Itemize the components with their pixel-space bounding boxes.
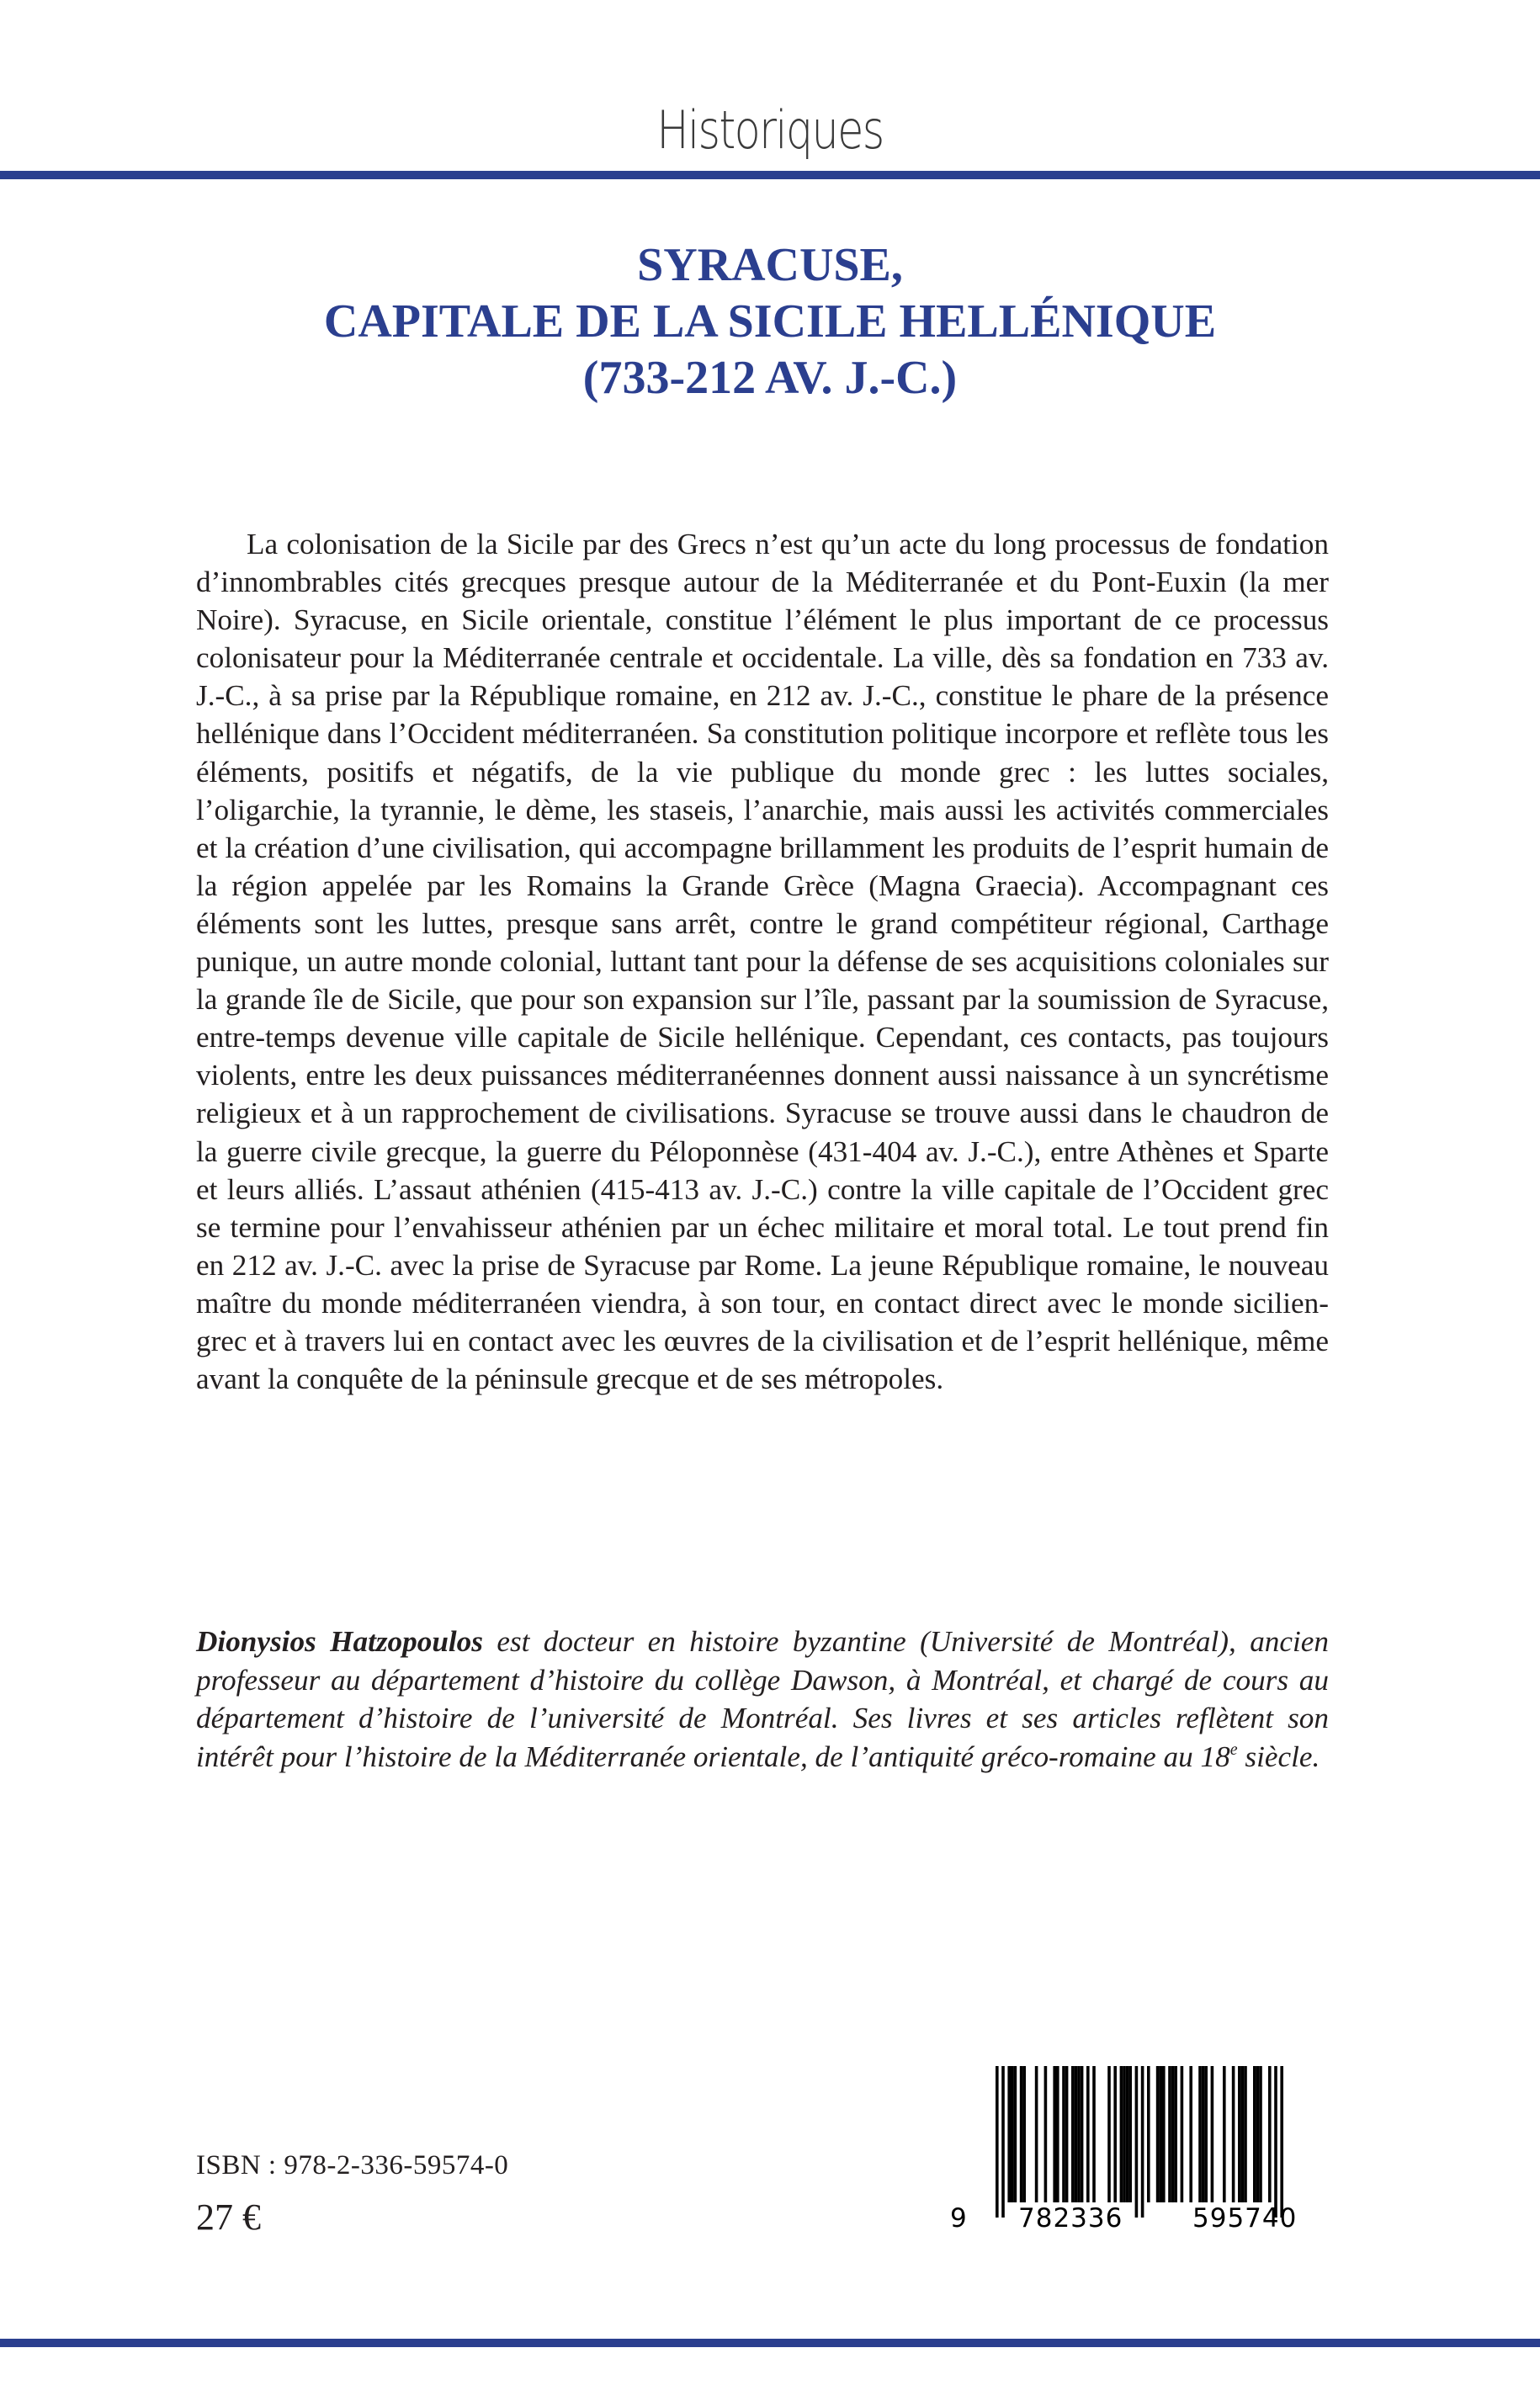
barcode-bar: [1156, 2066, 1160, 2202]
barcode-bar: [1107, 2066, 1111, 2202]
barcode-bar: [1075, 2066, 1078, 2202]
barcode-bar: [1035, 2066, 1038, 2202]
isbn: ISBN : 978-2-336-59574-0: [196, 2150, 509, 2180]
barcode-guard-bar: [996, 2066, 999, 2218]
barcode-bar: [1241, 2066, 1245, 2202]
title-line-2: CAPITALE DE LA SICILE HELLÉNIQUE: [323, 295, 1217, 348]
price: 27 €: [196, 2196, 261, 2238]
bio-paragraph: [196, 1623, 1329, 1776]
barcode-bar: [1259, 2066, 1262, 2202]
barcode-bar: [1238, 2066, 1241, 2202]
barcode-bar: [1223, 2066, 1226, 2202]
barcode-bar: [1268, 2066, 1272, 2202]
barcode-bar: [1056, 2066, 1059, 2202]
barcode-bar: [1202, 2066, 1205, 2202]
barcode-bar: [1071, 2066, 1075, 2202]
barcode-bar: [1171, 2066, 1175, 2202]
barcode-bar: [1020, 2066, 1023, 2202]
barcode-bar: [1256, 2066, 1260, 2202]
barcode-bar: [1126, 2066, 1129, 2202]
title-line-3: (733-212 AV. J.-C.): [582, 352, 958, 404]
barcode-bar: [1181, 2066, 1184, 2202]
book-summary: [196, 525, 1329, 1398]
barcode-bar: [1162, 2066, 1166, 2202]
barcode-bar: [1189, 2066, 1192, 2202]
barcode-bar: [1123, 2066, 1126, 2202]
barcode-guard-bar: [1001, 2066, 1005, 2218]
barcode-bar: [1011, 2066, 1014, 2202]
barcode-bar: [1120, 2066, 1123, 2202]
barcode-bar: [1062, 2066, 1065, 2202]
author-bio: [196, 1623, 1329, 1776]
barcode-guard-bar: [1135, 2066, 1139, 2218]
barcode-bar: [1253, 2066, 1256, 2202]
barcode-first-digit: 9: [950, 2203, 967, 2234]
summary-paragraph: La colonisation de la Sicile par des Grecs n’est qu’un acte du long processus de fondation d’innombrables cités grecques presque autour de la Méditerranée et du Pont-Euxin (la mer Noire). Syracuse, en Sicile orientale, constitue l’élément le plus important de ce processus colonisateur pour la Méditerranée centrale et occidentale. La ville, dès sa fondation en 733 av. J.-C., à sa prise par la République romaine, en 212 av. J.-C., constitue le phare de la présence hellénique dans l’Occident méditerranéen. Sa constitution politique incorpore et reflète tous les éléments, positifs et négatifs, de la vie publique du monde grec : les luttes sociales, l’oligarchie, la tyrannie, le dème, les staseis, l’anarchie, mais aussi les activités commerciales et la création d’une civilisation, qui accompagne brillamment les produits de l’esprit humain de la région appelée par les Romains la Grande Grèce (Magna Graecia). Accompagnant ces éléments sont les luttes, presque sans arrêt, contre le grand compétiteur régional, Carthage punique, un autre monde colonial, luttant tant pour la défense de ses acquisitions coloniales sur la grande île de Sicile, que pour son expansion sur l’île, passant par la soumission de Syracuse, entre-temps devenue ville capitale de Sicile hellénique. Cependant, ces contacts, pas toujours violents, entre les deux puissances méditerranéennes donnent aussi naissance à un syncrétisme religieux et à un rapprochement de civilisations. Syracuse se trouve aussi dans le chaudron de la guerre civile grecque, la guerre du Péloponnèse (431-404 av. J.-C.), entre Athènes et Sparte et leurs alliés. L’assaut athénien (415-413 av. J.-C.) contre la ville capitale de l’Occident grec se termine pour l’envahisseur athénien par un échec militaire et moral total. Le tout prend fin en 212 av. J.-C. avec la prise de Syracuse par Rome. La jeune République romaine, le nouveau maître du monde méditerranéen viendra, à son tour, en contact direct avec le monde sicilien-grec et à travers lui en contact avec les œuvres de la civilisation et de l’esprit hellénique, même avant la conquête de la péninsule grecque et de ses métropoles.: [196, 528, 1329, 1396]
series-name: Historiques: [656, 99, 884, 161]
barcode-bar: [1198, 2066, 1202, 2202]
barcode-bar: [1081, 2066, 1084, 2202]
barcode-bar: [1086, 2066, 1090, 2202]
barcode-guard-bar: [1274, 2066, 1277, 2218]
barcode-bar: [1092, 2066, 1096, 2202]
barcode-right-digits: 595740: [1192, 2203, 1298, 2234]
barcode-bar: [1022, 2066, 1026, 2202]
barcode-bar: [1244, 2066, 1247, 2202]
barcode-bar: [1174, 2066, 1177, 2202]
barcode-bar: [1044, 2066, 1048, 2202]
century-superscript: e: [1229, 1740, 1238, 1759]
barcode-guard-bar: [1280, 2066, 1283, 2218]
barcode-bar: [1014, 2066, 1017, 2202]
barcode-bar: [1065, 2066, 1069, 2202]
barcode-left-digits: 782336: [1018, 2203, 1123, 2234]
book-title: [0, 237, 1540, 406]
barcode-bar: [1147, 2066, 1150, 2202]
title-line-1: SYRACUSE,: [637, 239, 903, 291]
barcode-bar: [1211, 2066, 1214, 2202]
top-rule: [0, 171, 1540, 179]
barcode-digits: [947, 2203, 1330, 2237]
barcode-bar: [1159, 2066, 1162, 2202]
bottom-rule: [0, 2339, 1540, 2347]
barcode-bar: [1232, 2066, 1235, 2202]
bio-text: est docteur en histoire byzantine (Université de Montréal), ancien professeur au département d’histoire du collège Dawson, à Montréal, et chargé de cours au département d’histoire de l’université de Montréal. Ses livres et ses articles reflètent son intérêt pour l’histoire de la Méditerranée orientale, de l’antiquité gréco-romaine au 18: [196, 1625, 1329, 1773]
author-name: Dionysios Hatzopoulos: [196, 1625, 483, 1658]
barcode-bar: [1113, 2066, 1117, 2202]
barcode-bar: [1128, 2066, 1132, 2202]
barcode-bar: [1053, 2066, 1056, 2202]
barcode-bar: [1007, 2066, 1011, 2202]
barcode-bar: [1077, 2066, 1081, 2202]
barcode-bar: [1204, 2066, 1208, 2202]
barcode-bar: [1168, 2066, 1171, 2202]
bio-text-end: siècle.: [1237, 1740, 1320, 1773]
barcode-guard-bar: [1141, 2066, 1144, 2218]
